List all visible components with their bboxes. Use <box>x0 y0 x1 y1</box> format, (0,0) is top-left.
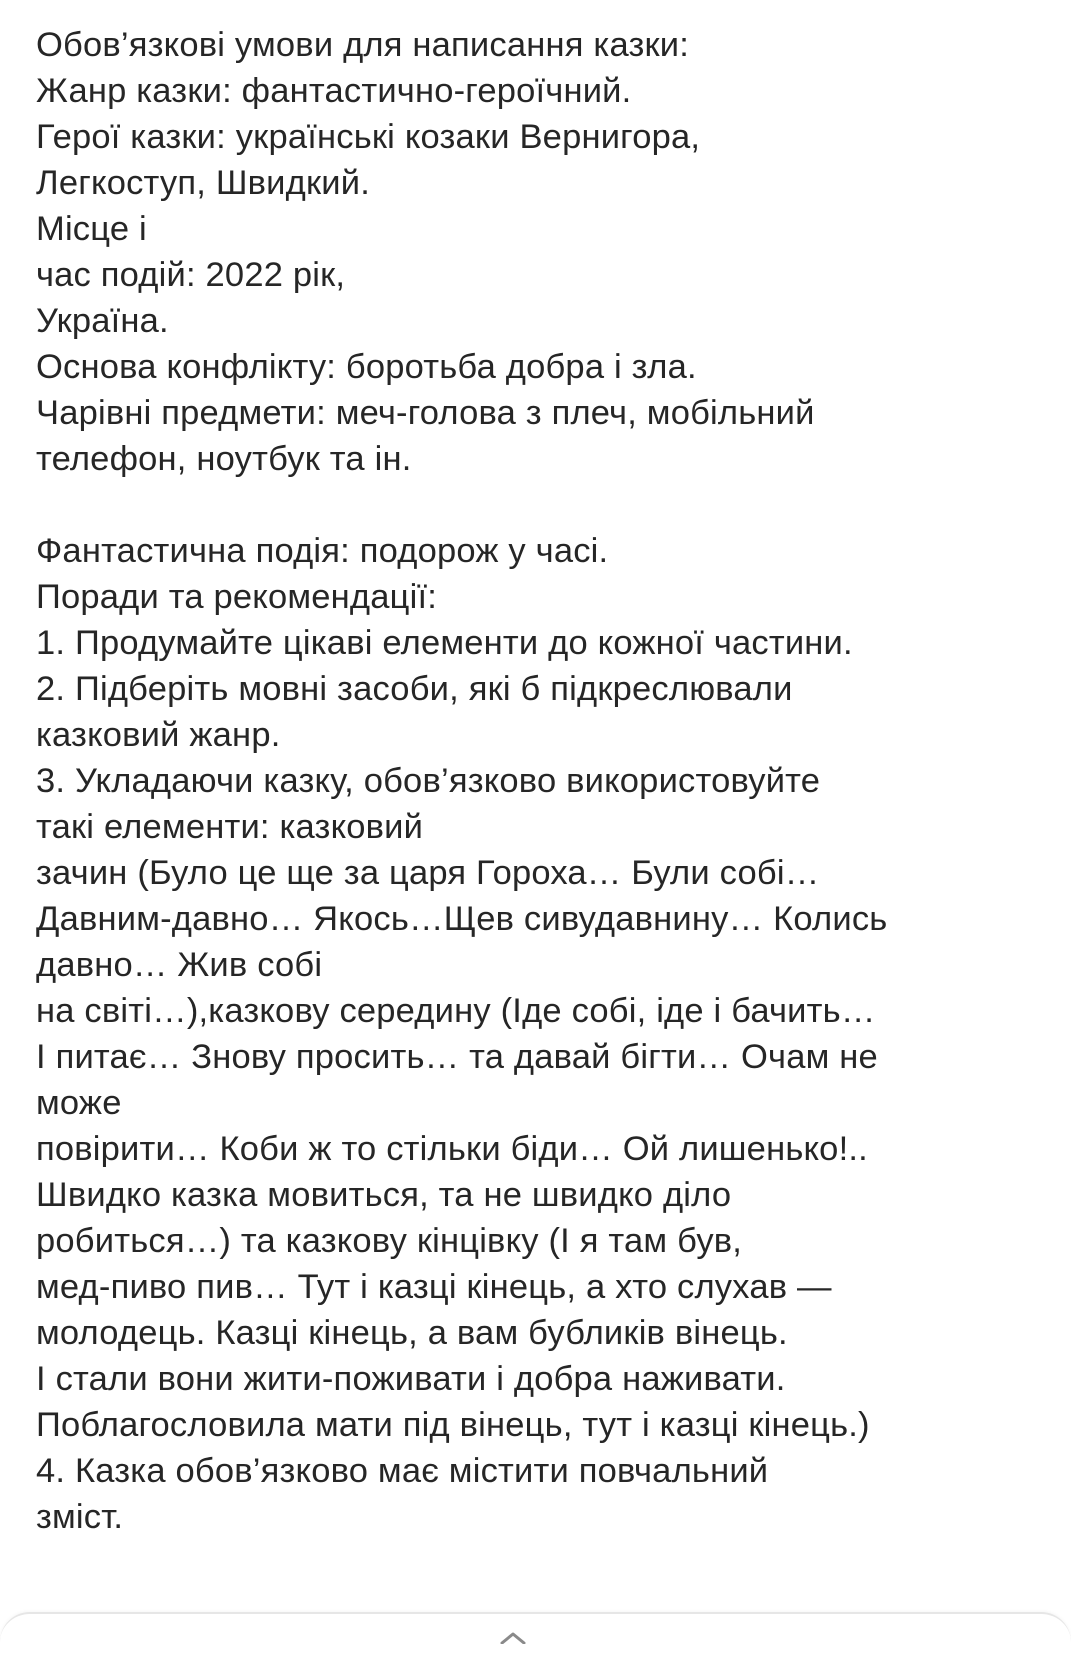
document-text <box>36 22 1056 1540</box>
doc-line: Легкоступ, Швидкий. <box>36 164 370 202</box>
doc-line: повірити… Коби ж то стільки біди… Ой лишенько!.. <box>36 1130 868 1168</box>
chevron-up-icon[interactable] <box>498 1630 528 1644</box>
doc-line: 2. Підберіть мовні засоби, які б підкреслювали <box>36 670 793 708</box>
doc-line: Швидко казка мовиться, та не швидко діло <box>36 1176 732 1214</box>
doc-line: Поради та рекомендації: <box>36 578 438 616</box>
doc-line: 3. Укладаючи казку, обов’язково використовуйте <box>36 762 821 800</box>
doc-line: давно… Жив собі <box>36 946 323 984</box>
doc-line: казковий жанр. <box>36 716 281 754</box>
doc-line: телефон, ноутбук та ін. <box>36 440 412 478</box>
doc-line: Основа конфлікту: боротьба добра і зла. <box>36 348 697 386</box>
doc-line: Обов’язкові умови для написання казки: <box>36 26 690 64</box>
doc-line: Чарівні предмети: меч-голова з плеч, мобільний <box>36 394 815 432</box>
doc-line: такі елементи: казковий <box>36 808 424 846</box>
doc-line: зміст. <box>36 1498 124 1536</box>
doc-line: Поблагословила мати під вінець, тут і казці кінець.) <box>36 1406 870 1444</box>
doc-line: І стали вони жити-поживати і добра наживати. <box>36 1360 786 1398</box>
doc-line: Фантастична подія: подорож у часі. <box>36 532 609 570</box>
doc-line: молодець. Казці кінець, а вам бубликів вінець. <box>36 1314 788 1352</box>
doc-line: час подій: 2022 рік, <box>36 256 346 294</box>
doc-line: 1. Продумайте цікаві елементи до кожної частини. <box>36 624 853 662</box>
doc-line: 4. Казка обов’язково має містити повчальний <box>36 1452 769 1490</box>
doc-line: Україна. <box>36 302 169 340</box>
doc-line: І питає… Знову просить… та давай бігти… Очам не <box>36 1038 878 1076</box>
doc-line: Герої казки: українські козаки Вернигора, <box>36 118 701 156</box>
doc-line: Жанр казки: фантастично-героїчний. <box>36 72 632 110</box>
doc-line: мед-пиво пив… Тут і казці кінець, а хто слухав — <box>36 1268 832 1306</box>
paragraph-gap <box>36 482 1056 528</box>
doc-line: Місце і <box>36 210 147 248</box>
doc-line: Давним-давно… Якось…Щев сивудавнину… Колись <box>36 900 888 938</box>
doc-line: робиться…) та казкову кінцівку (І я там був, <box>36 1222 743 1260</box>
bottom-sheet[interactable] <box>0 1612 1071 1674</box>
doc-line: зачин (Було це ще за царя Гороха… Були собі… <box>36 854 820 892</box>
doc-line: може <box>36 1084 122 1122</box>
doc-line: на світі…),казкову середину (Іде собі, іде і бачить… <box>36 992 876 1030</box>
